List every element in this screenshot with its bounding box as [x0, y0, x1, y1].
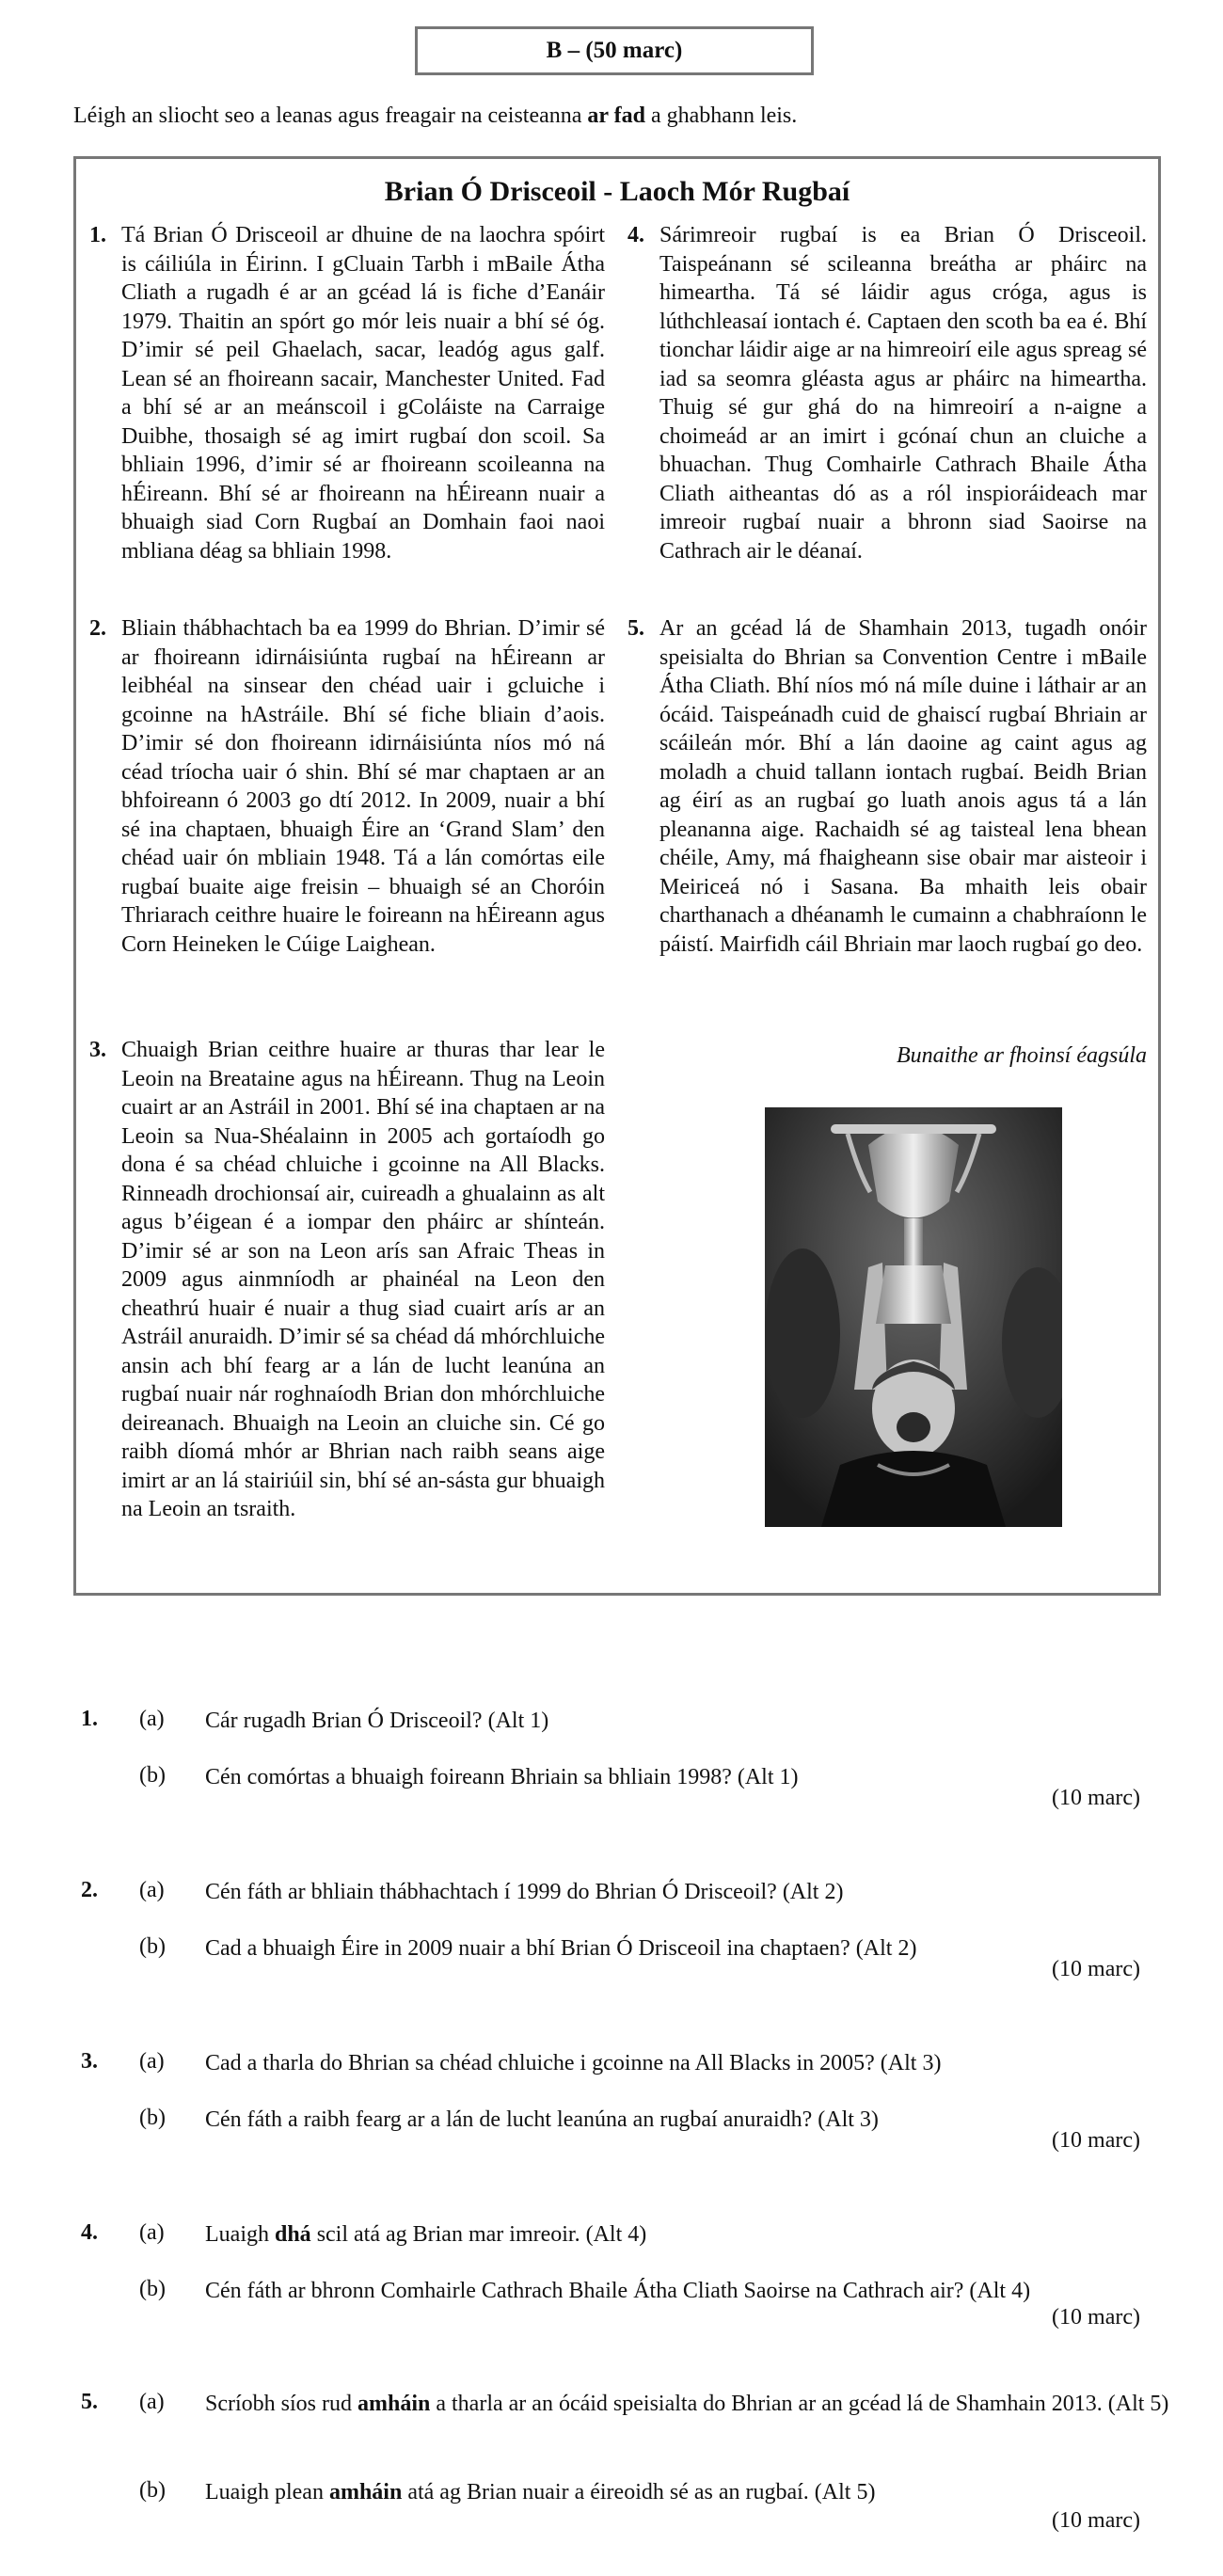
paragraph-1	[89, 221, 605, 565]
paragraph-text: Ar an gcéad lá de Shamhain 2013, tugadh onóir speisialta do Bhrian sa Convention Centre i mBaile Átha Cliath. Bhí níos mó ná míle duine i láthair ar an ócáid. Taispeánadh cuid de ghaiscí rugbaí Bhriain ar scáileán mór. Bhí a lán daoine ag caint agus ag moladh a chuid tallann iontach rugbaí. Beidh Brian ag éirí as an rugbaí go luath anois agus tá a lán pleananna aige. Rachaidh sé ag taisteal lena bhean chéile, Amy, má fhaigheann sise obair mar aisteoir i Meiriceá nó i Sasana. Ba mhaith leis obair charthanach a dhéanamh le cumainn a chabhraíonn le páistí. Mairfidh cáil Bhriain mar laoch rugbaí go deo.	[659, 616, 1147, 957]
paragraph-5	[627, 614, 1147, 959]
section-header	[415, 26, 814, 75]
paragraph-3	[89, 1036, 605, 1524]
question-2	[81, 1878, 1163, 1963]
paragraph-text: Chuaigh Brian ceithre huaire ar thuras thar lear le Leoin na Breataine agus na hÉireann. Thug na Leoin cuairt ar an Astráil in 2001. Bhí sé ina chaptaen ar na Leoin sa Nua-Shéalainn in 2005 ach gortaíodh go dona é sa chéad chluiche i gcoinne na All Blacks. Rinneadh drochionsaí air, cuireadh a ghualainn as alt agus b’éigean é a iompar den pháirc ar shínteán. D’imir sé ar son na Leon arís san Afraic Theas in 2009 agus ainmníodh ar phainéal na Leon den cheathrú huair é nuair a thug siad cuairt arís ar an Astráil anuraidh. D’imir sé sa chéad dá mhórchluiche ansin ach bhí fearg ar a lán de lucht leanúna an rugbaí nuair nár roghnaíodh Brian don mhórchluiche deireanach. Bhuaigh na Leoin an cluiche sin. Cé go raibh díomá mhór ar Bhrian nach raibh seans aige imirt ar an lá stairiúil sin, bhí sé an-sásta gur bhuaigh na Leoin an tsraith.	[121, 1038, 605, 1521]
marks: (10 marc)	[1052, 2508, 1140, 2533]
text-segment: scil atá ag Brian mar imreoir. (Alt 4)	[310, 2222, 647, 2247]
photo-illustration	[765, 1107, 1062, 1527]
question-part-text: Cén comórtas a bhuaigh foireann Bhriain sa bhliain 1998? (Alt 1)	[205, 1765, 799, 1789]
marks: (10 marc)	[1052, 2305, 1140, 2330]
paragraph-text: Bliain thábhachtach ba ea 1999 do Bhrian. D’imir sé ar fhoireann idirnáisiúnta rugbaí na hÉireann ar leibhéal na sinsear den chéad uair i gcluiche i gcoinne na hAstráile. Bhí sé fiche bliain d’aois. D’imir sé don fhoireann idirnáisiúnta níos mó ná céad tríocha uair ó shin. Bhí sé mar chaptaen ar an bhfoireann ó 2003 go dtí 2012. In 2009, nuair a bhí sé ina chaptaen, bhuaigh Éire an ‘Grand Slam’ den chéad uair ón mbliain 1948. Tá a lán comórtas eile rugbaí buaite aige freisin – bhuaigh sé an Choróin Thriarach ceithre huaire le foireann na hÉireann agus Corn Heineken le Cúige Laighean.	[121, 616, 605, 957]
text-segment: atá ag Brian nuair a éireoidh sé as an rugbaí. (Alt 5)	[402, 2480, 876, 2504]
bold-segment: dhá	[274, 2222, 311, 2247]
question-5	[81, 2390, 1169, 2504]
bold-segment: amháin	[357, 2392, 431, 2416]
instruction-bold: ar fad	[587, 103, 645, 128]
paragraph-number: 4.	[627, 223, 644, 247]
question-part-label: (a)	[139, 1878, 165, 1902]
question-part-text: Cár rugadh Brian Ó Drisceoil? (Alt 1)	[205, 1709, 549, 1733]
text-segment: Scríobh síos rud	[205, 2392, 357, 2416]
question-number: 2.	[81, 1878, 98, 1902]
section-title: B – (50 marc)	[546, 38, 683, 63]
question-part-text: Cad a bhuaigh Éire in 2009 nuair a bhí Brian Ó Drisceoil ina chaptaen? (Alt 2)	[205, 1936, 917, 1961]
question-part-label: (b)	[139, 1763, 166, 1788]
rugby-trophy-photo	[765, 1107, 1062, 1527]
question-part-text: Cén fáth ar bhronn Comhairle Cathrach Bhaile Átha Cliath Saoirse na Cathrach air? (Alt 4)	[205, 2279, 1031, 2303]
instruction	[73, 103, 797, 129]
question-number: 3.	[81, 2049, 98, 2074]
marks: (10 marc)	[1052, 2128, 1140, 2153]
question-part-text: Cén fáth a raibh fearg ar a lán de lucht leanúna an rugbaí anuraidh? (Alt 3)	[205, 2107, 879, 2132]
instruction-text: Léigh an sliocht seo a leanas agus freagair na ceisteanna	[73, 103, 588, 128]
paragraph-number: 3.	[89, 1038, 106, 1062]
paragraph-text: Tá Brian Ó Drisceoil ar dhuine de na laochra spóirt is cáiliúla in Éirinn. I gCluain Tarbh i mBaile Átha Cliath a rugadh é ar an gcéad lá is fiche d’Eanáir 1979. Thaitin an spórt go mór leis nuair a bhí sé óg. D’imir sé peil Ghaelach, sacar, leadóg agus galf. Lean sé an fhoireann sacair, Manchester United. Fad a bhí sé ar an meánscoil i gColáiste na Carraige Duibhe, thosaigh sé ag imirt rugbaí don scoil. Sa bhliain 1996, d’imir sé ar fhoireann scoileanna na hÉireann. Bhí sé ar fhoireann na hÉireann nuair a bhuaigh siad Corn Rugbaí an Domhain faoi naoi mbliana déag sa bhliain 1998.	[121, 223, 605, 564]
paragraph-number: 2.	[89, 616, 106, 641]
paragraph-number: 1.	[89, 223, 106, 247]
question-3	[81, 2049, 1163, 2134]
question-part-text	[205, 2390, 1202, 2418]
question-1	[81, 1707, 1163, 1791]
question-number: 4.	[81, 2220, 98, 2245]
question-part-label: (a)	[139, 2049, 165, 2074]
question-part-text	[205, 2220, 1146, 2249]
paragraph-text: Sárimreoir rugbaí is ea Brian Ó Drisceoil. Taispeánann sé scileanna breátha ar pháirc na himeartha. Tá sé láidir agus cróga, agus is lúthchleasaí iontach é. Captaen den scoth ba ea é. Bhí tionchar láidir aige ar na himreoirí eile agus spreag sé iad sa seomra gléasta agus ar pháirc na himeartha. Thuig sé gur ghá do na himreoirí a n-aigne a choimeád ar an imirt i gcónaí chun an cluiche a bhuachan. Thug Comhairle Cathrach Bhaile Átha Cliath aitheantas dó as a ról inspioráideach mar imreoir rugbaí nuair a bhronn siad Saoirse na Cathrach air le déanaí.	[659, 223, 1147, 564]
question-part-text: Cén fáth ar bhliain thábhachtach í 1999 do Bhrian Ó Drisceoil? (Alt 2)	[205, 1880, 844, 1904]
question-part-label: (a)	[139, 2390, 165, 2414]
question-number: 1.	[81, 1707, 98, 1731]
paragraph-2	[89, 614, 605, 959]
question-4	[81, 2220, 1163, 2305]
question-part-label: (a)	[139, 1707, 165, 1731]
question-part-label: (b)	[139, 2277, 166, 2301]
paragraph-4	[627, 221, 1147, 565]
question-part-label: (b)	[139, 1934, 166, 1959]
paragraph-number: 5.	[627, 616, 644, 641]
question-part-text	[205, 2478, 1146, 2506]
marks: (10 marc)	[1052, 1786, 1140, 1810]
question-number: 5.	[81, 2390, 98, 2414]
question-part-label: (a)	[139, 2220, 165, 2245]
question-part-text: Cad a tharla do Bhrian sa chéad chluiche i gcoinne na All Blacks in 2005? (Alt 3)	[205, 2051, 942, 2075]
text-segment: Luaigh plean	[205, 2480, 329, 2504]
bold-segment: amháin	[328, 2480, 403, 2504]
text-segment: Luaigh	[205, 2222, 275, 2247]
passage-box	[73, 156, 1161, 1596]
instruction-text-end: a ghabhann leis.	[644, 103, 798, 128]
source-note: Bunaithe ar fhoinsí éagsúla	[897, 1043, 1147, 1068]
question-part-label: (b)	[139, 2106, 166, 2130]
marks: (10 marc)	[1052, 1957, 1140, 1981]
passage-title: Brian Ó Drisceoil - Laoch Mór Rugbaí	[384, 176, 850, 207]
question-part-label: (b)	[139, 2478, 166, 2503]
text-segment: a tharla ar an ócáid speisialta do Bhrian ar an gcéad lá de Shamhain 2013. (Alt 5)	[430, 2392, 1169, 2416]
